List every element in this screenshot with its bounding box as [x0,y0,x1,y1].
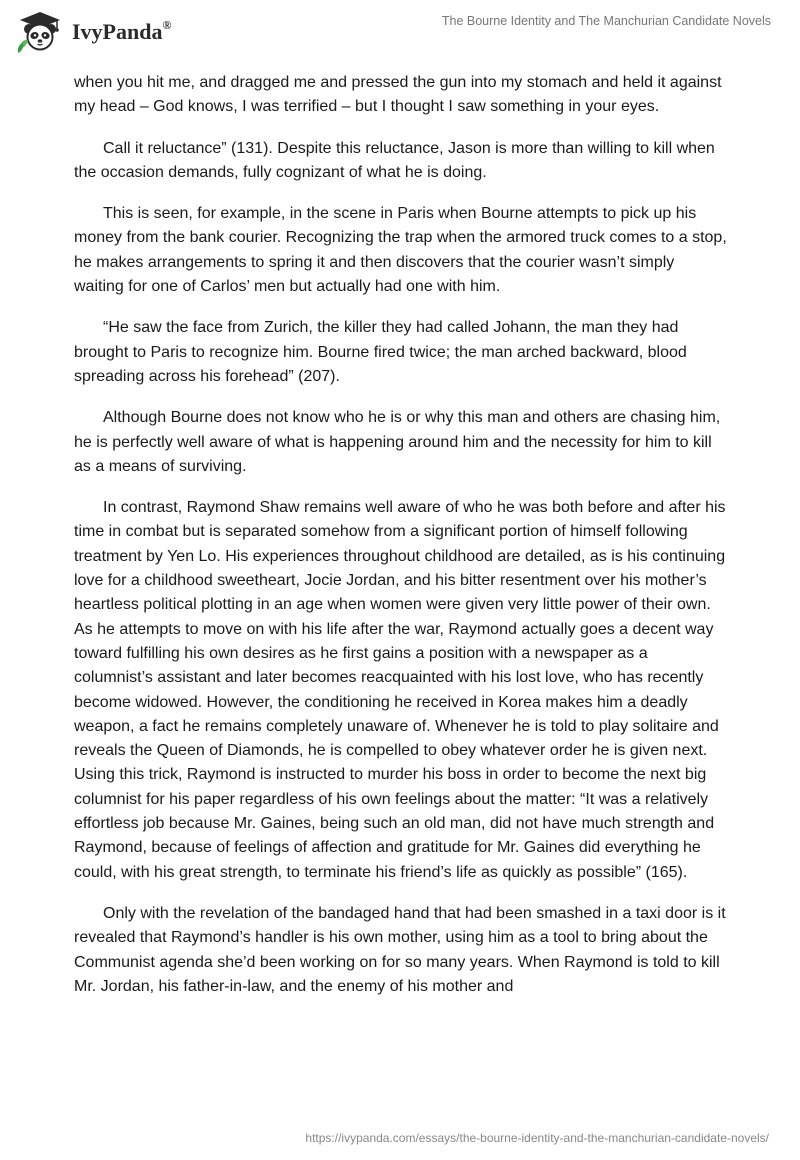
page-header [0,0,800,70]
paragraph: when you hit me, and dragged me and pressed the gun into my stomach and held it against my head – God knows, I was terrified – but I thought I saw something in your eyes. [74,74,722,116]
paragraph: Although Bourne does not know who he is or why this man and others are chasing him, he is perfectly well aware of what is happening around him and the necessity for him to kill as a means of surviving. [74,409,721,475]
panda-graduate-icon [14,9,66,53]
essay-body [74,71,728,1016]
brand-name [72,19,171,45]
document-title: The Bourne Identity and The Manchurian Candidate Novels [441,14,771,28]
paragraph: This is seen, for example, in the scene in Paris when Bourne attempts to pick up his money from the bank courier. Recognizing the trap when the armored truck comes to a stop, he makes arrangements to spring it and then discovers that the courier wasn’t simply waiting for one of Carlos’ men but actually had one with him. [74,205,727,296]
ivypanda-logo[interactable] [14,9,171,53]
brand-name-text: IvyPanda [72,19,163,44]
paragraph: Only with the revelation of the bandaged hand that had been smashed in a taxi door is it revealed that Raymond’s handler is his own mother, using him as a tool to bring about the Communist agenda she’d been working on for so many years. When Raymond is told to kill Mr. Jordan, his father-in-law, and the enemy of his mother and [74,904,726,995]
registered-mark: ® [162,17,172,32]
source-url[interactable]: https://ivypanda.com/essays/the-bourne-identity-and-the-manchurian-candidate-novels/ [305,1131,769,1145]
paragraph: “He saw the face from Zurich, the killer they had called Johann, the man they had brought to Paris to recognize him. Bourne fired twice; the man arched backward, blood spreading across his forehead” (207). [74,319,687,385]
paragraph: Call it reluctance” (131). Despite this reluctance, Jason is more than willing to kill when the occasion demands, fully cognizant of what he is doing. [74,139,715,181]
paragraph: In contrast, Raymond Shaw remains well aware of who he was both before and after his time in combat but is separated somehow from a significant portion of himself following treatment by Yen Lo. His experiences throughout childhood are detailed, as is his continuing love for a childhood sweetheart, Jocie Jordan, and his bitter resentment over his mother’s heartless political plotting in an age when women were given very little power of their own. As he attempts to move on with his life after the war, Raymond actually goes a decent way toward fulfilling his own desires as he first gains a position with a newspaper as a columnist’s assistant and later becomes reacquainted with his lost love, who has recently become widowed. However, the conditioning he received in Korea makes him a deadly weapon, a fact he remains completely unaware of. Whenever he is told to play solitaire and reveals the Queen of Diamonds, he is compelled to obey whatever order he is given next. Using this trick, Raymond is instructed to murder his boss in order to become the next big columnist for his paper regardless of his own feelings about the matter: “It was a relatively effortless job because Mr. Gaines, being such an old man, did not have much strength and Raymond, because of feelings of affection and gratitude for Mr. Gaines did everything he could, with his great strength, to terminate his friend’s life as quickly as possible” (165). [74,499,726,881]
